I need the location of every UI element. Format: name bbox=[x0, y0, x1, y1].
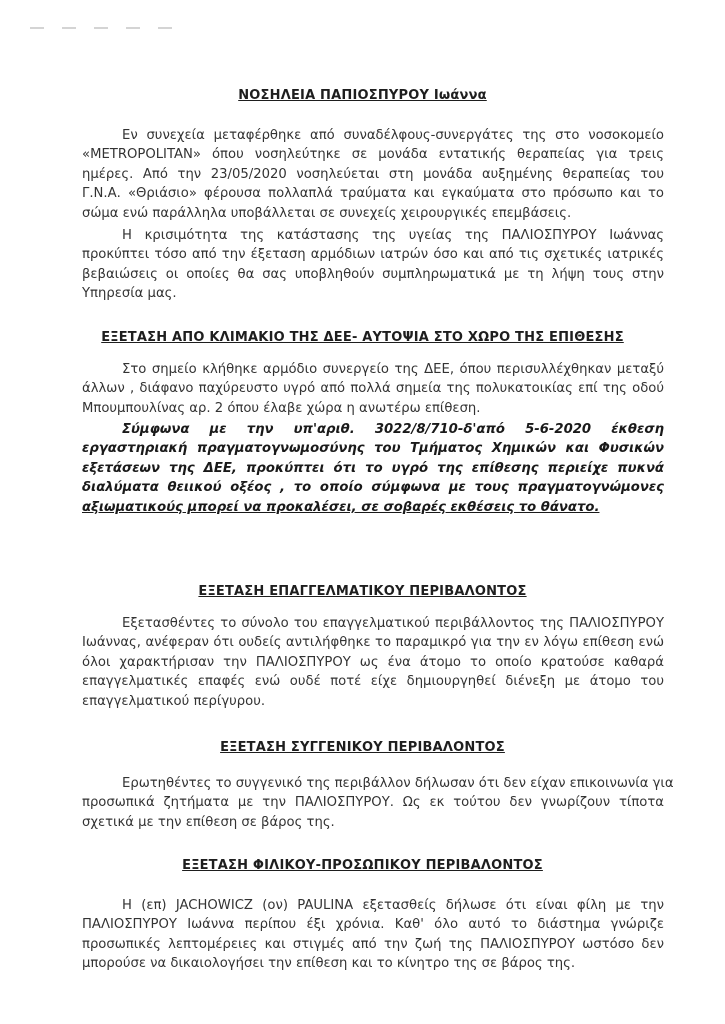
section-heading-professional: ΕΞΕΤΑΣΗ ΕΠΑΓΓΕΛΜΑΤΙΚΟΥ ΠΕΡΙΒΑΛΟΝΤΟΣ bbox=[198, 584, 527, 599]
crime-scene-paragraph: Στο σημείο κλήθηκε αρμόδιο συνεργείο της ΔΕΕ, όπου περισυλλέχθηκαν μεταξύ άλλων , διάφανο παχύρευστο υγρό από πολλά σημεία της πολυκατοικίας επί της οδού Μπουμπουλίνας αρ. 2 όπου έλαβε χώρα η ανωτέρω επίθεση. bbox=[82, 362, 664, 416]
section-heading-family: ΕΞΕΤΑΣΗ ΣΥΓΓΕΝΙΚΟΥ ΠΕΡΙΒΑΛΟΝΤΟΣ bbox=[220, 740, 505, 755]
scan-artifacts bbox=[30, 14, 190, 33]
section-heading-crime-scene: ΕΞΕΤΑΣΗ ΑΠΟ ΚΛΙΜΑΚΙΟ ΤΗΣ ΔΕΕ- ΑΥΤΟΨΙΑ ΣΤΟ ΧΩΡΟ ΤΗΣ ΕΠΙΘΕΣΗΣ bbox=[101, 330, 624, 345]
section-heading-hospitalization: ΝΟΣΗΛΕΙΑ ΠΑΠΙΟΣΠΥΡΟΥ Ιωάννα bbox=[238, 88, 487, 103]
hospitalization-paragraph: Εν συνεχεία μεταφέρθηκε από συναδέλφους-συνεργάτες της στο νοσοκομείο «METROPOLITAN» όπου νοσηλεύτηκε σε μονάδα εντατικής θεραπείας για τρεις ημέρες. Από την 23/05/2020 νοσηλεύεται στη μονάδα αυξημένης θεραπείας του Γ.Ν.Α. «Θριάσιο» φέρουσα πολλαπλά τραύματα και εγκαύματα στο πρόσωπο και το σώμα ενώ παράλληλα υποβάλλεται σε συνεχείς χειρουργικές επεμβάσεις. bbox=[82, 128, 664, 221]
condition-paragraph: Η κρισιμότητα της κατάστασης της υγείας της ΠΑΛΙΟΣΠΥΡΟΥ Ιωάννας προκύπτει τόσο από την έξεταση αρμόδιων ιατρών όσο και από τις σχετικές ιατρικές βεβαιώσεις οι οποίες θα σας υποβληθούν συμπληρωματικά με τη λήψη τους στην Υπηρεσία μας. bbox=[82, 228, 664, 302]
professional-paragraph: Εξετασθέντες το σύνολο του επαγγελματικού περιβάλλοντος της ΠΑΛΙΟΣΠΥΡΟΥ Ιωάννας, ανέφεραν ότι ουδείς αντιλήφθηκε το παραμικρό για την εν λόγω επίθεση ενώ όλοι χαρακτήρισαν την ΠΑΛΙΟΣΠΥΡΟΥ ως ένα άτομο το οποίο κρατούσε καθαρά επαγγελματικές επαφές ενώ ουδέ ποτέ είχε δημιουργηθεί διένεξη με άτομο του επαγγελματικού περίγυρου. bbox=[82, 616, 664, 709]
friends-paragraph: Η (επ) JACHOWICZ (ον) PAULINA εξετασθείς δήλωσε ότι είναι φίλη με την ΠΑΛΙΟΣΠΥΡΟΥ Ιωάννα περίπου έξι χρόνια. Καθ' όλο αυτό το διάστημα γνώριζε προσωπικές λεπτομέρειες και στιγμές από την ζωή της ΠΑΛΙΟΣΠΥΡΟΥ ωστόσο δεν μπορούσε να δικαιολογήσει την επίθεση και το κίνητρο της σε βάρος της. bbox=[82, 898, 664, 972]
lab-report-paragraph: Σύμφωνα με την υπ'αριθ. 3022/8/710-δ'από 5-6-2020 έκθεση εργαστηριακή πραγματογνωμοσύνης του Τμήματος Χημικών και Φυσικών εξετάσεων της ΔΕΕ, προκύπτει ότι το υγρό της επίθεσης περιείχε πυκνά διαλύματα θειικού οξέος , το οποίο σύμφωνα με τους πραγματογνώμονες αξιωματικούς μπορεί να προκαλέσει, σε σοβαρές εκθέσεις το θάνατο. bbox=[82, 422, 664, 515]
family-paragraph: Ερωτηθέντες το συγγενικό της περιβάλλον δήλωσαν ότι δεν είχαν επικοινωνία για προσωπικά ζητήματα με την ΠΑΛΙΟΣΠΥΡΟΥ. Ως εκ τούτου δεν γνωρίζουν τίποτα σχετικά με την επίθεση σε βάρος της. bbox=[82, 776, 674, 830]
section-heading-friends: ΕΞΕΤΑΣΗ ΦΙΛΙΚΟΥ-ΠΡΟΣΩΠΙΚΟΥ ΠΕΡΙΒΑΛΟΝΤΟΣ bbox=[182, 858, 543, 873]
